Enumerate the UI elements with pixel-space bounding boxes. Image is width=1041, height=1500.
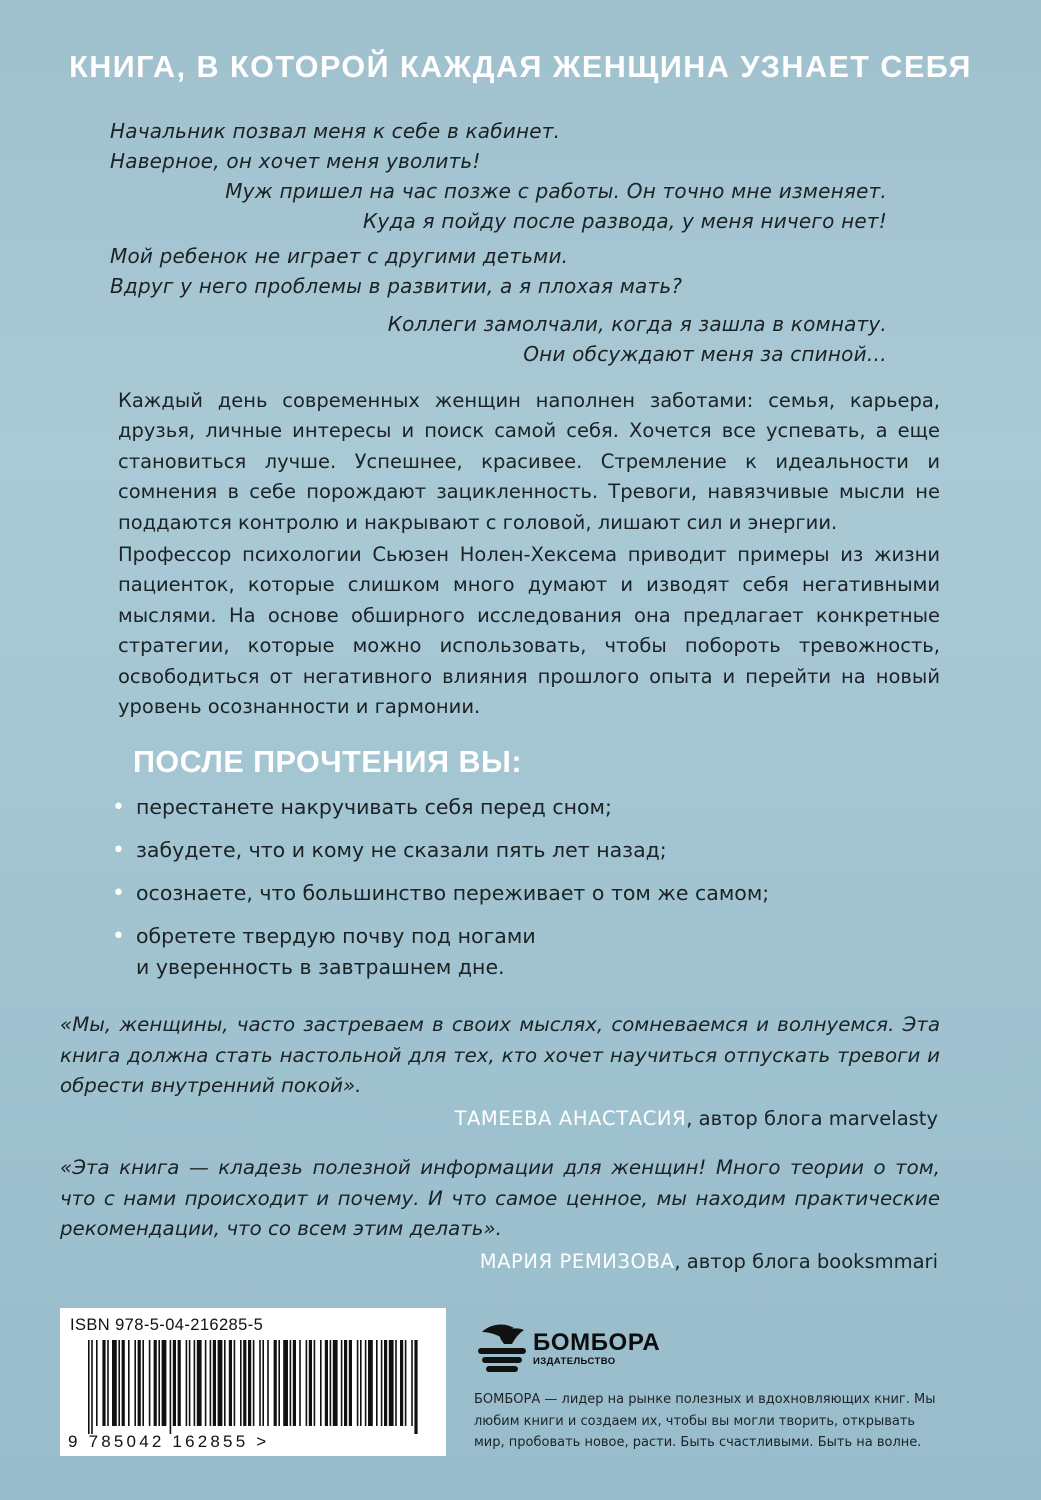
barcode-bar: [267, 1340, 269, 1426]
barcode-bar: [349, 1340, 352, 1426]
barcode-bar: [122, 1340, 125, 1426]
review-1-attribution: [454, 1107, 938, 1130]
barcode-bar: [213, 1340, 216, 1426]
list-item-text-continued: и уверенность в завтрашнем дне.: [136, 955, 505, 979]
quote-1-line-1: Начальник позвал меня к себе в кабинет.: [110, 119, 561, 143]
barcode-bar: [395, 1340, 397, 1426]
bullet-icon: •: [112, 881, 125, 906]
barcode-bar: [142, 1340, 144, 1426]
barcode-bar: [365, 1340, 367, 1426]
review-2-attribution: [480, 1250, 938, 1273]
barcode-bar: [189, 1340, 191, 1426]
review-1-author: ТАМЕЕВА АНАСТАСИЯ: [454, 1107, 687, 1130]
barcode-bar: [170, 1340, 172, 1434]
list-item: [112, 921, 932, 983]
list-item-text: забудете, что и кому не сказали пять лет назад;: [136, 838, 667, 862]
barcode-bar: [243, 1340, 246, 1426]
barcode-bar: [162, 1340, 167, 1426]
barcode-bar: [194, 1340, 196, 1426]
barcode-bar: [229, 1340, 232, 1426]
barcode-bar: [134, 1340, 136, 1426]
barcode-bar: [274, 1340, 277, 1426]
barcode-bar: [414, 1340, 417, 1434]
isbn-barcode-block: [60, 1308, 446, 1456]
list-item: [112, 878, 932, 909]
barcode-bar: [253, 1340, 255, 1426]
barcode-bar: [400, 1340, 403, 1426]
barcode-bar: [360, 1340, 362, 1426]
quote-3-line-2: Вдруг у него проблемы в развитии, а я плохая мать?: [110, 274, 683, 298]
quote-1-line-2: Наверное, он хочет меня уволить!: [110, 149, 481, 173]
barcode-bar: [224, 1340, 226, 1426]
barcode-bar: [102, 1340, 105, 1426]
barcode-bar: [293, 1340, 296, 1426]
barcode-bar: [158, 1340, 160, 1426]
barcode-bar: [248, 1340, 251, 1426]
barcode-bar: [107, 1340, 109, 1426]
barcode-bar: [368, 1340, 373, 1426]
publisher-brand-subtitle: ИЗДАТЕЛЬСТВО: [533, 1356, 616, 1367]
quote-2-line-2: Куда я пойду после развода, у меня ничего нет!: [363, 209, 887, 233]
barcode-bar: [389, 1340, 394, 1426]
quote-2: [225, 176, 887, 236]
barcode-bar: [259, 1340, 261, 1426]
quote-3-line-1: Мой ребенок не играет с другими детьми.: [110, 244, 569, 268]
barcode-bar: [290, 1340, 292, 1426]
barcode-bar: [309, 1340, 312, 1426]
barcode-bar: [186, 1340, 188, 1426]
barcode-bar: [138, 1340, 141, 1426]
description-paragraph-1: Каждый день современных женщин наполнен заботами: семья, карьера, друзья, личные интересы и поиск самой себя. Хочется все успевать, а еще становиться лучше. Успешнее, красивее. Стремление к идеальности и сомнения в себе порождают зацикленность. Тревоги, навязчивые мысли не поддаются контролю и накрывают с головой, лишают сил и энергии.: [118, 389, 940, 534]
barcode-bar: [88, 1340, 90, 1434]
list-item: [112, 835, 932, 866]
after-reading-title: ПОСЛЕ ПРОЧТЕНИЯ ВЫ:: [133, 745, 523, 779]
barcode-bar: [333, 1340, 338, 1426]
review-2-role: , автор блога booksmmari: [674, 1250, 938, 1273]
barcode-bar: [118, 1340, 120, 1426]
barcode-bar: [411, 1340, 413, 1426]
publisher-description: БОМБОРА — лидер на рынке полезных и вдохновляющих книг. Мы любим книги и создаем их, чтобы вы могли творить, открывать мир, пробовать новое, расти. Быть счастливыми. Быть на волне.: [474, 1392, 936, 1450]
barcode-bar: [381, 1340, 383, 1426]
barcode-bar: [154, 1340, 157, 1426]
isbn-label: ISBN 978-5-04-216285-5: [70, 1316, 264, 1334]
barcode-bar: [341, 1340, 343, 1426]
after-reading-list: [112, 792, 932, 995]
quote-4-line-1: Коллеги замолчали, когда я зашла в комнату.: [387, 312, 887, 336]
bullet-icon: •: [112, 795, 125, 820]
bullet-icon: •: [112, 838, 125, 863]
barcode-digits: 9 785042 162855 >: [68, 1432, 270, 1451]
list-item: [112, 792, 932, 823]
list-item-text: обретете твердую почву под ногами: [136, 924, 536, 948]
barcode-bar: [405, 1340, 407, 1426]
quote-2-line-1: Муж пришел на час позже с работы. Он точно мне изменяет.: [225, 179, 887, 203]
barcode-bar: [234, 1340, 236, 1426]
barcode-bar: [314, 1340, 316, 1426]
review-2-author: МАРИЯ РЕМИЗОВА: [479, 1250, 675, 1273]
barcode-bar: [128, 1340, 130, 1426]
barcode-bar: [240, 1340, 242, 1426]
review-2-text: «Эта книга — кладезь полезной информации для женщин! Много теории о том, что с нами происходит и почему. И что самое ценное, мы находим практические рекомендации, что со всем этим делать».: [60, 1156, 940, 1241]
list-item-text: перестанете накручивать себя перед сном;: [136, 795, 612, 819]
barcode-bar: [205, 1340, 207, 1426]
quote-4-line-2: Они обсуждают меня за спиной…: [523, 342, 887, 366]
barcode-bar: [376, 1340, 378, 1426]
barcode-bar: [91, 1340, 93, 1434]
barcode-bar: [299, 1340, 301, 1426]
barcode-bar: [278, 1340, 280, 1426]
barcode-bar: [178, 1340, 181, 1426]
barcode-bar: [197, 1340, 202, 1426]
barcode-bar: [330, 1340, 332, 1426]
quote-4: [388, 309, 887, 369]
barcode-bar: [112, 1340, 117, 1426]
barcode-bar: [325, 1340, 328, 1426]
publisher-brand: БОМБОРА: [533, 1329, 661, 1356]
barcode-bar: [384, 1340, 387, 1426]
bullet-icon: •: [112, 924, 125, 949]
barcode-bar: [306, 1340, 308, 1426]
review-1-text: «Мы, женщины, часто застреваем в своих мыслях, сомневаемся и волнуемся. Эта книга должна стать настольной для тех, кто хочет научиться отпускать тревоги и обрести внутренний покой».: [60, 1013, 940, 1098]
quote-3: [110, 241, 682, 301]
barcode-bar: [96, 1340, 98, 1426]
barcode-bar: [173, 1340, 176, 1426]
bombora-logo-icon: [474, 1318, 530, 1376]
barcode-bar: [149, 1340, 151, 1426]
barcode-bar: [320, 1340, 322, 1426]
barcode-bar: [357, 1340, 359, 1426]
review-1-role: , автор блога marvelasty: [686, 1107, 938, 1130]
barcode-bar: [218, 1340, 223, 1426]
barcode-graphic: [86, 1340, 422, 1434]
list-item-text: осознаете, что большинство переживает о том же самом;: [136, 881, 770, 905]
description-paragraph-2: Профессор психологии Сьюзен Нолен-Хексема приводит примеры из жизни пациенток, которые слишком много думают и изводят себя негативными мыслями. На основе обширного исследования она предлагает конкретные стратегии, которые можно использовать, чтобы побороть тревожность, освободиться от негативного влияния прошлого опыта и перейти на новый уровень осознанности и гармонии.: [118, 543, 940, 719]
barcode-bar: [262, 1340, 264, 1426]
barcode-bar: [344, 1340, 347, 1426]
barcode-bar: [283, 1340, 288, 1426]
barcode-bar: [210, 1340, 212, 1426]
cover-headline: КНИГА, В КОТОРОЙ КАЖДАЯ ЖЕНЩИНА УЗНАЕТ СЕБЯ: [69, 50, 972, 84]
quote-1: [110, 116, 560, 176]
